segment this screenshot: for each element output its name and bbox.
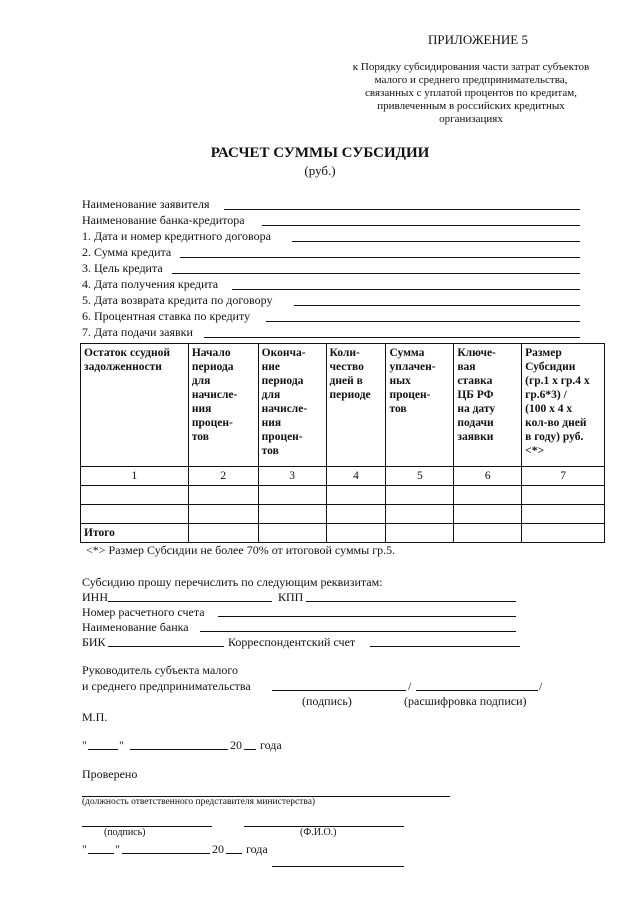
- subtitle-line-1: к Порядку субсидирования части затрат субъектов: [352, 61, 590, 73]
- header-col-5: [386, 344, 454, 467]
- header-col-7-text: (100 х 4 х: [525, 403, 573, 415]
- column-number: 7: [522, 467, 605, 486]
- table-cell[interactable]: [522, 486, 605, 505]
- head-slash-end: /: [539, 679, 543, 693]
- appendix-label: ПРИЛОЖЕНИЕ 5: [428, 32, 528, 47]
- header-col-2-text: для: [191, 375, 211, 387]
- header-col-7-text: Субсидии: [525, 361, 576, 373]
- header-col-5-text: Сумма: [389, 347, 425, 359]
- account-line: [218, 616, 516, 617]
- header-col-7-text: в году) руб.: [525, 431, 584, 443]
- subtitle-line-4: привлеченным в российских кредитных: [377, 100, 565, 112]
- inn-label: ИНН: [82, 590, 108, 604]
- header-col-3: [258, 344, 326, 467]
- header-col-5-text: ных: [389, 375, 411, 387]
- field-sum-line: [180, 257, 580, 258]
- page-title: РАСЧЕТ СУММЫ СУБСИДИИ: [210, 145, 430, 161]
- table-cell[interactable]: [522, 524, 605, 543]
- date-open-quote: ": [82, 738, 87, 752]
- corr-label: Корреспондентский счет: [228, 635, 356, 649]
- kpp-line: [306, 601, 516, 602]
- head-line-2: и среднего предпринимательства: [82, 679, 251, 693]
- header-col-7-text: кол-во дней: [525, 417, 587, 429]
- date-year-line: [244, 749, 256, 750]
- date2-year-suffix: года: [246, 842, 268, 856]
- total-row: [81, 524, 605, 543]
- header-col-2-text: тов: [191, 431, 209, 443]
- date-close-quote: ": [119, 738, 124, 752]
- header-col-4: [326, 344, 386, 467]
- official-caption: (должность ответственного представителя министерства): [82, 797, 316, 807]
- table-cell[interactable]: [326, 524, 386, 543]
- small-sign-caption: (подпись): [104, 827, 146, 838]
- table-header-row: [81, 344, 605, 467]
- header-col-4-text: Коли-: [329, 347, 360, 359]
- column-number: 3: [258, 467, 326, 486]
- subtitle-line-5: организациях: [439, 113, 503, 125]
- head-line-1: Руководитель субъекта малого: [82, 663, 238, 677]
- field-bank-line: [262, 225, 580, 226]
- subtitle-line-2: малого и среднего предпринимательства,: [374, 74, 568, 86]
- bottom-line: [272, 866, 404, 867]
- head-signature-line: [272, 690, 406, 691]
- header-col-1-text: задолженности: [84, 361, 162, 373]
- head-decode-line: [416, 690, 538, 691]
- date-year-suffix: года: [260, 738, 282, 752]
- requisites-intro: Субсидию прошу перечислить по следующим реквизитам:: [82, 575, 383, 589]
- date2-open-quote: ": [82, 842, 87, 856]
- header-col-4-text: чество: [329, 361, 364, 373]
- header-col-6-text: заявки: [457, 431, 494, 443]
- table-cell[interactable]: [258, 486, 326, 505]
- bik-line: [108, 646, 224, 647]
- header-col-3-text: начисле-: [261, 403, 308, 415]
- header-col-3-text: процен-: [261, 431, 303, 443]
- field-applicant: Наименование заявителя: [82, 197, 210, 211]
- table-cell[interactable]: [454, 524, 522, 543]
- table-cell[interactable]: [81, 486, 189, 505]
- field-return-date-line: [294, 305, 580, 306]
- stamp-label: М.П.: [82, 710, 108, 724]
- head-sign-caption: (подпись): [302, 694, 352, 708]
- footnote: <*> Размер Субсидии не более 70% от итоговой суммы гр.5.: [86, 543, 396, 557]
- header-col-3-text: ния: [261, 417, 282, 429]
- table-cell[interactable]: [258, 524, 326, 543]
- header-col-6: [454, 344, 522, 467]
- header-col-7-text: гр.6*3) /: [525, 389, 567, 401]
- table-cell[interactable]: [454, 505, 522, 524]
- header-col-3-text: ние: [261, 361, 281, 373]
- table-cell[interactable]: [386, 524, 454, 543]
- column-number: 2: [188, 467, 258, 486]
- header-col-6-text: Ключе-: [457, 347, 496, 359]
- header-col-1: [81, 344, 189, 467]
- header-col-6-text: на дату: [457, 403, 496, 415]
- header-col-2-text: процен-: [191, 417, 233, 429]
- field-contract: 1. Дата и номер кредитного договора: [82, 229, 271, 243]
- header-col-7-text: Размер: [525, 347, 562, 359]
- inn-line: [108, 601, 272, 602]
- header-col-4-text: дней в: [329, 375, 363, 387]
- field-purpose: 3. Цель кредита: [82, 261, 163, 275]
- field-sum: 2. Сумма кредита: [82, 245, 172, 259]
- header-col-6-text: ставка: [457, 375, 493, 387]
- fio-caption: (Ф.И.О.): [300, 827, 337, 838]
- date-month-line: [130, 749, 228, 750]
- unit-label: (руб.): [304, 163, 336, 178]
- header-col-2-text: ния: [191, 403, 212, 415]
- table-cell[interactable]: [522, 505, 605, 524]
- bank-label: Наименование банка: [82, 620, 189, 634]
- field-applicant-line: [224, 209, 580, 210]
- table-cell[interactable]: [386, 505, 454, 524]
- corr-line: [370, 646, 520, 647]
- field-rate-line: [266, 321, 580, 322]
- date2-day-line: [88, 853, 114, 854]
- header-col-3-text: периода: [261, 375, 304, 387]
- column-number: 6: [454, 467, 522, 486]
- bank-line: [200, 631, 516, 632]
- header-col-5-text: процен-: [389, 389, 431, 401]
- header-col-2-text: начисле-: [191, 389, 238, 401]
- table-cell[interactable]: [326, 486, 386, 505]
- header-col-3-text: тов: [261, 445, 279, 457]
- field-return-date: 5. Дата возврата кредита по договору: [82, 293, 273, 307]
- header-col-7-text: (гр.1 х гр.4 х: [525, 375, 590, 387]
- head-slash: /: [408, 679, 412, 693]
- date-year: 20: [230, 738, 242, 752]
- table-cell[interactable]: [81, 505, 189, 524]
- header-col-5-text: тов: [389, 403, 407, 415]
- header-col-6-text: ЦБ РФ: [457, 389, 494, 401]
- field-bank: Наименование банка-кредитора: [82, 213, 245, 227]
- field-receive-date: 4. Дата получения кредита: [82, 277, 219, 291]
- field-rate: 6. Процентная ставка по кредиту: [82, 309, 251, 323]
- table-cell[interactable]: [258, 505, 326, 524]
- header-col-2-text: Начало: [191, 347, 231, 359]
- header-col-1-text: Остаток ссудной: [84, 347, 170, 359]
- header-col-5-text: уплачен-: [389, 361, 436, 373]
- checked-label: Проверено: [82, 767, 138, 781]
- calculation-table: [80, 343, 605, 543]
- column-number: 1: [81, 467, 189, 486]
- date2-month-line: [122, 853, 210, 854]
- header-col-6-text: подачи: [457, 417, 494, 429]
- table-cell[interactable]: [386, 486, 454, 505]
- column-number-row: [81, 467, 605, 486]
- header-col-2: [188, 344, 258, 467]
- small-sign-line: [82, 826, 212, 827]
- table-cell[interactable]: [326, 505, 386, 524]
- subtitle-line-3: связанных с уплатой процентов по кредитам,: [365, 87, 577, 99]
- column-number: 5: [386, 467, 454, 486]
- table-cell[interactable]: [454, 486, 522, 505]
- field-apply-date: 7. Дата подачи заявки: [82, 325, 193, 339]
- date2-year-line: [226, 853, 242, 854]
- field-purpose-line: [172, 273, 580, 274]
- header-col-7-text: <*>: [525, 445, 545, 457]
- table-cell[interactable]: [188, 486, 258, 505]
- header-col-7: [522, 344, 605, 467]
- table-cell[interactable]: [188, 524, 258, 543]
- date2-year: 20: [212, 842, 224, 856]
- field-receive-date-line: [232, 289, 580, 290]
- table-cell[interactable]: [188, 505, 258, 524]
- account-label: Номер расчетного счета: [82, 605, 205, 619]
- column-number: 4: [326, 467, 386, 486]
- header-col-4-text: периоде: [329, 389, 371, 401]
- bik-label: БИК: [82, 635, 106, 649]
- header-col-6-text: вая: [457, 361, 476, 373]
- header-col-3-text: для: [261, 389, 281, 401]
- header-col-3-text: Оконча-: [261, 347, 306, 359]
- field-apply-date-line: [204, 337, 580, 338]
- table-row: [81, 486, 605, 505]
- date-day-line: [88, 749, 118, 750]
- total-label: Итого: [81, 524, 189, 543]
- field-contract-line: [292, 241, 580, 242]
- head-decode-caption: (расшифровка подписи): [404, 694, 527, 708]
- table-row: [81, 505, 605, 524]
- date2-close-quote: ": [115, 842, 120, 856]
- header-col-2-text: периода: [191, 361, 234, 373]
- kpp-label: КПП: [278, 590, 304, 604]
